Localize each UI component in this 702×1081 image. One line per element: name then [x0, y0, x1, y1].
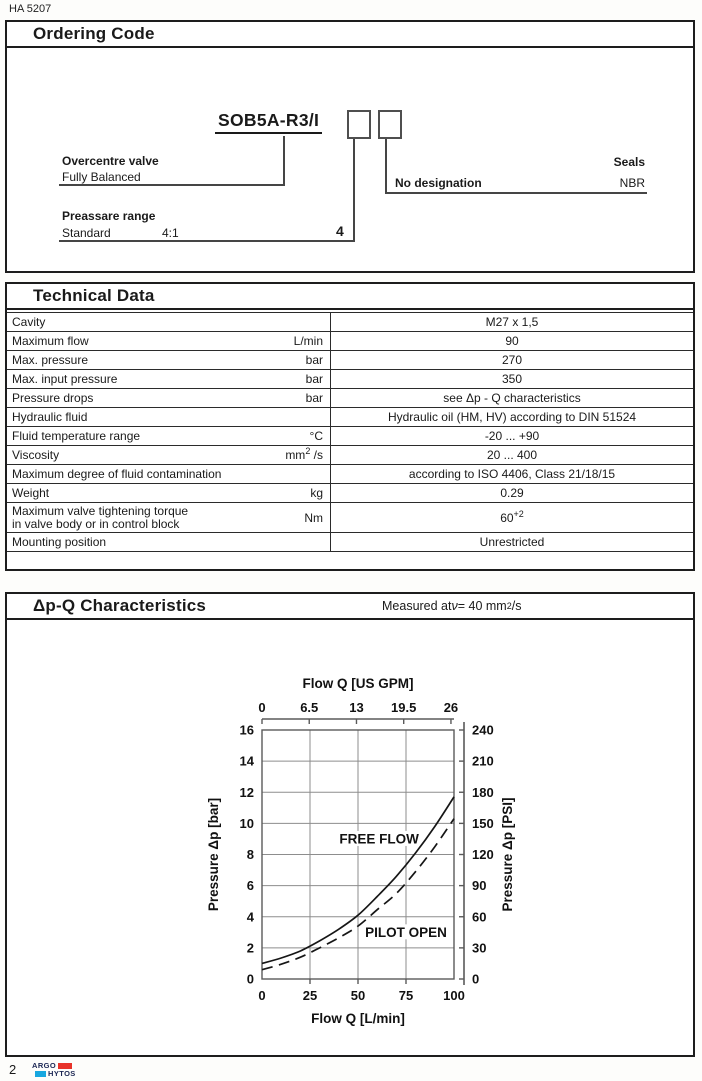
row-unit: kg [310, 486, 323, 500]
table-row-left [7, 370, 331, 388]
pressure-range-label: Standard [62, 226, 111, 240]
table-row-left [7, 533, 331, 551]
row-label: Viscosity [12, 447, 60, 462]
row-unit: Nm [304, 510, 323, 525]
pressure-range-ratio: 4:1 [162, 226, 179, 240]
table-row [7, 465, 693, 484]
section-title: Ordering Code [33, 24, 155, 43]
table-row [7, 446, 693, 465]
row-value: $60^{+2}$ [500, 508, 524, 525]
pressure-range-title: Preassare range [62, 209, 156, 223]
row-label: Weight [12, 485, 50, 500]
right-axis-tick-label: 210 [472, 753, 494, 769]
left-axis-tick-label: 2 [246, 940, 254, 956]
row-unit: bar [305, 353, 323, 367]
dpq-chart-container [202, 670, 524, 1037]
section-title: Technical Data [33, 286, 155, 305]
right-axis-tick-label: 150 [472, 815, 494, 831]
right-axis-tick-label: 30 [472, 940, 487, 956]
left-axis-tick-label: 14 [239, 753, 254, 769]
row-label: Fluid temperature range [12, 428, 141, 443]
left-axis-title: Pressure Δp [bar] [206, 797, 221, 912]
right-axis-tick-label: 240 [472, 722, 494, 738]
connector-seals-hline [385, 192, 647, 194]
series-label-pilot-open: PILOT OPEN [365, 924, 447, 940]
bottom-axis-tick-label: 50 [350, 988, 366, 1003]
table-row-left [7, 446, 331, 464]
top-axis-tick-label: 6.5 [300, 700, 319, 715]
row-label: Max. input pressure [12, 371, 118, 386]
top-axis-tick-label: 0 [258, 700, 266, 715]
table-row-left [7, 332, 331, 350]
argo-hytos-logo [32, 1062, 76, 1078]
table-row-left [7, 503, 331, 532]
table-row [7, 408, 693, 427]
technical-data-table [7, 312, 693, 552]
row-unit: bar [305, 391, 323, 405]
row-value: 90 [505, 334, 519, 348]
bottom-axis-tick-label: 0 [258, 988, 266, 1003]
ordering-code-header [7, 22, 693, 48]
row-value: according to ISO 4406, Class 21/18/15 [408, 467, 616, 481]
right-axis-tick-label: 90 [472, 878, 487, 894]
row-label: Maximum flow [12, 333, 89, 348]
measurement-note: Measured at ν = 40 mm 2 /s [382, 599, 522, 613]
ordering-diagram [7, 48, 693, 297]
overcentre-subtitle: Fully Balanced [62, 170, 141, 184]
table-row [7, 503, 693, 533]
right-axis-tick-label: 120 [472, 847, 494, 862]
left-axis-tick-label: 12 [239, 784, 254, 800]
right-axis-tick-label: 180 [472, 784, 494, 800]
row-value: 270 [501, 353, 523, 367]
table-row-left [7, 465, 331, 483]
connector-code-vline [283, 136, 285, 184]
connector-box2-vline [385, 139, 387, 193]
seals-row-label: No designation [395, 176, 482, 190]
row-value: Hydraulic oil (HM, HV) according to DIN 51524 [387, 410, 637, 424]
section-title: Δp-Q Characteristics [33, 596, 207, 615]
pressure-range-code-digit: 4 [336, 223, 344, 239]
dpq-chart [202, 670, 524, 1032]
top-axis-tick-label: 19.5 [391, 700, 417, 715]
row-label: Max. pressure [12, 352, 89, 367]
logo-text-hytos: HYTOS [48, 1069, 76, 1078]
overcentre-title: Overcentre valve [62, 154, 159, 168]
bottom-axis-tick-label: 25 [302, 988, 318, 1003]
row-value: -20 ... +90 [484, 429, 540, 443]
section-dpq-characteristics [5, 592, 695, 1057]
row-label: Maximum valve tightening torque in valve body or in control block [12, 503, 189, 531]
table-row-left [7, 427, 331, 445]
table-row [7, 427, 693, 446]
row-unit: $mm^2$ /s [285, 446, 323, 462]
left-axis-tick-label: 8 [246, 847, 254, 862]
left-axis-tick-label: 16 [239, 722, 254, 738]
left-axis-tick-label: 4 [246, 909, 254, 925]
row-label: Pressure drops [12, 390, 94, 405]
table-row-left [7, 389, 331, 407]
dpq-header [7, 594, 693, 620]
row-value: see Δp - Q characteristics [443, 391, 581, 405]
seals-row-value: NBR [619, 176, 645, 190]
table-row-left [7, 408, 331, 426]
right-axis-tick-label: 0 [472, 971, 480, 987]
nu-symbol: ν [451, 599, 458, 613]
logo-cyan-block [35, 1071, 46, 1077]
document-code: HA 5207 [9, 3, 52, 15]
top-axis-tick-label: 26 [443, 700, 459, 715]
row-value: 0.29 [500, 486, 524, 500]
left-axis-tick-label: 6 [246, 878, 254, 894]
connector-overcentre-hline [59, 184, 285, 186]
row-value: Unrestricted [479, 535, 545, 549]
code-box-2 [378, 110, 402, 139]
right-axis-title: Pressure Δp [PSI] [500, 797, 515, 912]
table-row-left [7, 484, 331, 502]
row-label: Mounting position [12, 534, 107, 549]
table-row [7, 484, 693, 503]
left-axis-tick-label: 0 [246, 971, 254, 987]
table-row-left [7, 313, 331, 331]
connector-pressure-hline [59, 240, 355, 242]
bottom-axis-tick-label: 100 [443, 988, 465, 1003]
row-value: 350 [501, 372, 523, 386]
row-label: Cavity [12, 314, 46, 329]
row-value: 20 ... 400 [486, 448, 538, 462]
series-label-free-flow: FREE FLOW [339, 831, 419, 847]
section-technical-data [5, 282, 695, 571]
seals-title: Seals [613, 155, 645, 169]
section-ordering-code [5, 20, 695, 273]
row-unit: °C [309, 429, 323, 443]
table-row [7, 313, 693, 332]
bottom-axis-title: Flow Q [L/min] [311, 1011, 405, 1026]
table-row [7, 351, 693, 370]
row-value: M27 x 1,5 [485, 315, 539, 329]
row-unit: L/min [293, 334, 323, 348]
logo-text-argo: ARGO [32, 1061, 57, 1070]
row-unit: bar [305, 372, 323, 386]
table-row-left [7, 351, 331, 369]
left-axis-tick-label: 10 [239, 815, 254, 831]
top-axis-title: Flow Q [US GPM] [302, 676, 414, 691]
bottom-axis-tick-label: 75 [398, 988, 414, 1003]
connector-box1-vline [353, 139, 355, 241]
page-number: 2 [9, 1062, 17, 1077]
row-label: Maximum degree of fluid contamination [12, 466, 222, 481]
table-row [7, 533, 693, 552]
order-code-text: SOB5A-R3/I [215, 110, 322, 134]
top-axis-tick-label: 13 [349, 700, 364, 715]
table-row [7, 370, 693, 389]
table-row [7, 389, 693, 408]
row-label: Hydraulic fluid [12, 409, 88, 424]
code-box-1 [347, 110, 371, 139]
right-axis-tick-label: 60 [472, 909, 487, 925]
table-row [7, 332, 693, 351]
technical-data-header [7, 284, 693, 310]
